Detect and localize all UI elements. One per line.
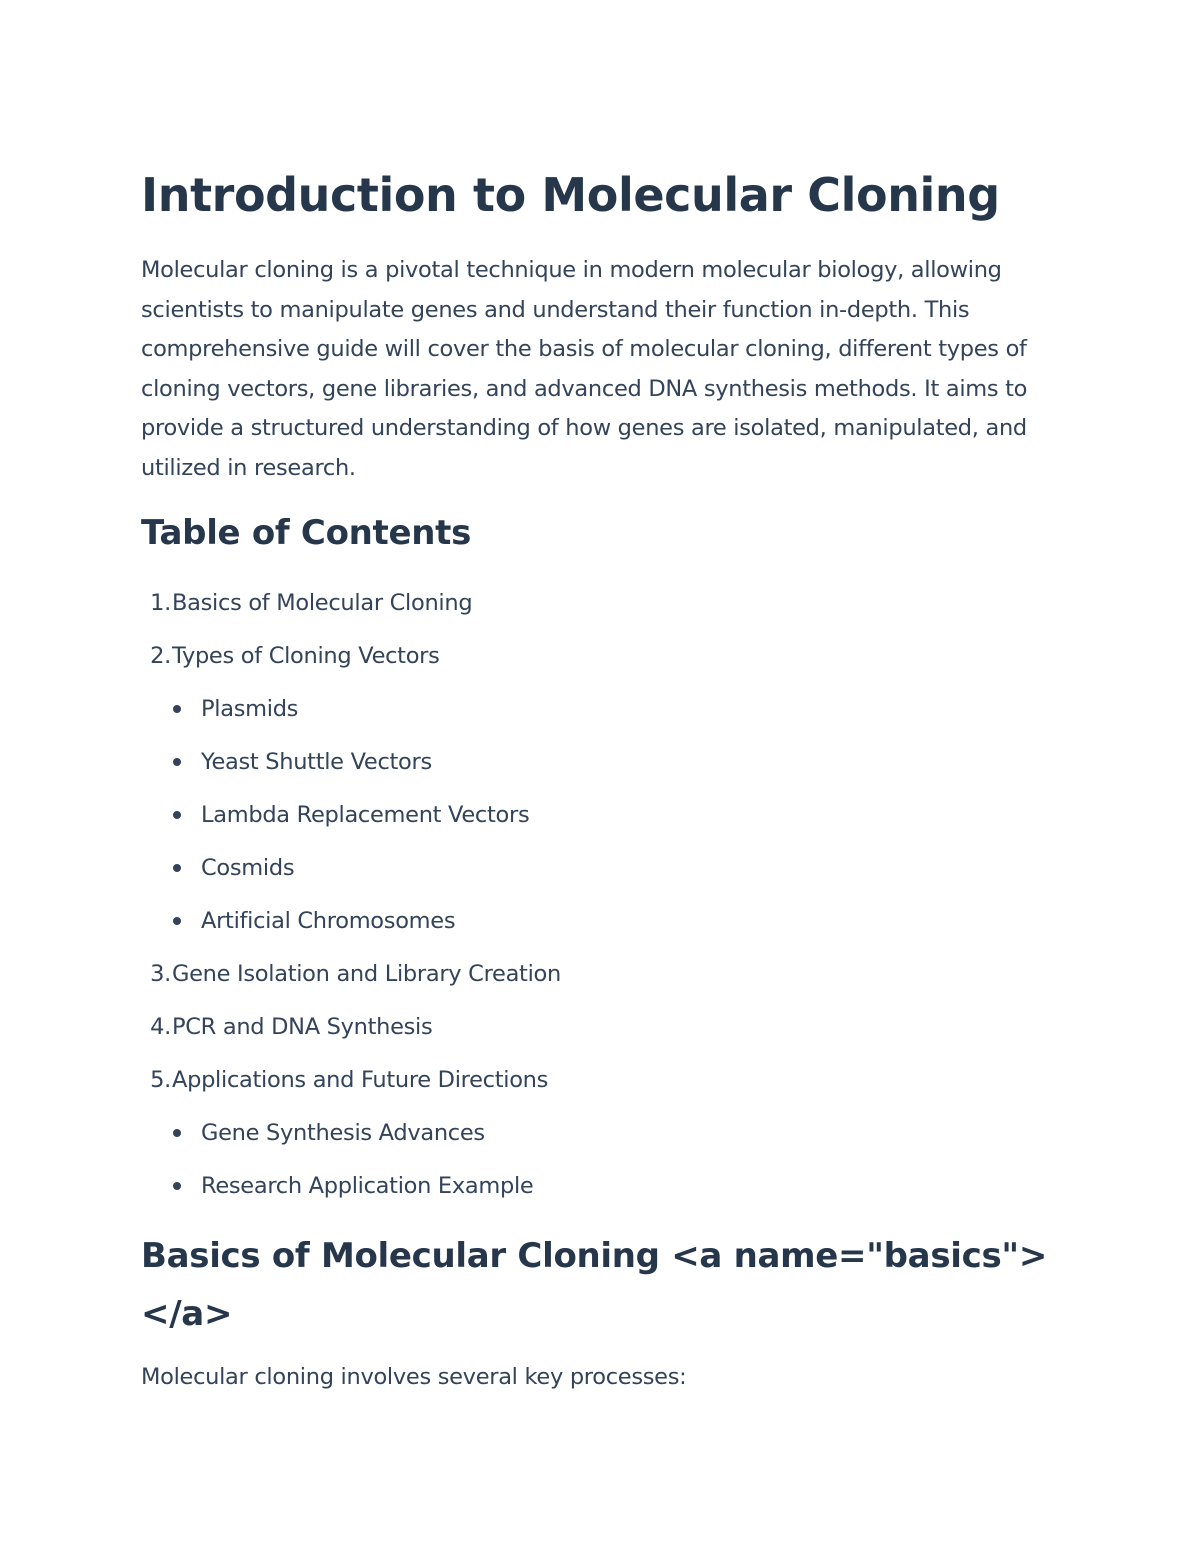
toc-subitem-research-example[interactable] [141, 1167, 1061, 1220]
toc-heading: Table of Contents [141, 513, 472, 553]
toc-subitem-label: Gene Synthesis Advances [201, 1120, 485, 1146]
toc-item-vectors[interactable] [141, 637, 1061, 690]
toc-item-label: Gene Isolation and Library Creation [172, 961, 561, 987]
toc-item-number: 5. [150, 1067, 171, 1093]
toc-subitem-label: Plasmids [201, 696, 299, 722]
toc-subitem-label: Research Application Example [201, 1173, 534, 1199]
toc-subitem-artificial-chromosomes[interactable] [141, 902, 1061, 955]
bullet-icon [173, 811, 181, 819]
toc-subitem-label: Lambda Replacement Vectors [201, 802, 530, 828]
toc-item-number: 4. [150, 1014, 171, 1040]
bullet-icon [173, 917, 181, 925]
toc-item-number: 2. [150, 643, 171, 669]
toc-item-label: Applications and Future Directions [172, 1067, 549, 1093]
bullet-icon [173, 1129, 181, 1137]
toc-item-label: Types of Cloning Vectors [172, 643, 440, 669]
toc-subitem-label: Artificial Chromosomes [201, 908, 456, 934]
toc-subitem-gene-synthesis[interactable] [141, 1114, 1061, 1167]
section-heading-basics: Basics of Molecular Cloning <a name="basics"></a> [141, 1236, 1048, 1334]
toc-item-gene-isolation[interactable] [141, 955, 1061, 1008]
toc-subitem-plasmids[interactable] [141, 690, 1061, 743]
bullet-icon [173, 758, 181, 766]
bullet-icon [173, 1182, 181, 1190]
toc-item-basics[interactable] [141, 584, 1061, 637]
toc-subitem-label: Yeast Shuttle Vectors [201, 749, 432, 775]
toc-item-applications[interactable] [141, 1061, 1061, 1114]
page-title: Introduction to Molecular Cloning [141, 168, 1000, 222]
toc-item-number: 1. [150, 590, 171, 616]
toc-subitem-lambda-vectors[interactable] [141, 796, 1061, 849]
toc-item-pcr[interactable] [141, 1008, 1061, 1061]
toc-item-label: PCR and DNA Synthesis [172, 1014, 433, 1040]
table-of-contents [141, 584, 1061, 1220]
toc-subitem-label: Cosmids [201, 855, 295, 881]
toc-item-number: 3. [150, 961, 171, 987]
toc-item-label: Basics of Molecular Cloning [172, 590, 473, 616]
intro-paragraph: Molecular cloning is a pivotal technique in modern molecular biology, allowing scientists to manipulate genes and understand their function in-depth. This comprehensive guide will cover the basis of molecular cloning, different types of cloning vectors, gene libraries, and advanced DNA synthesis methods. It aims to provide a structured understanding of how genes are isolated, manipulated, and utilized in research. [141, 257, 1028, 481]
bullet-icon [173, 864, 181, 872]
section-paragraph: Molecular cloning involves several key processes: [141, 1364, 687, 1390]
bullet-icon [173, 705, 181, 713]
toc-subitem-yeast-shuttle-vectors[interactable] [141, 743, 1061, 796]
toc-subitem-cosmids[interactable] [141, 849, 1061, 902]
